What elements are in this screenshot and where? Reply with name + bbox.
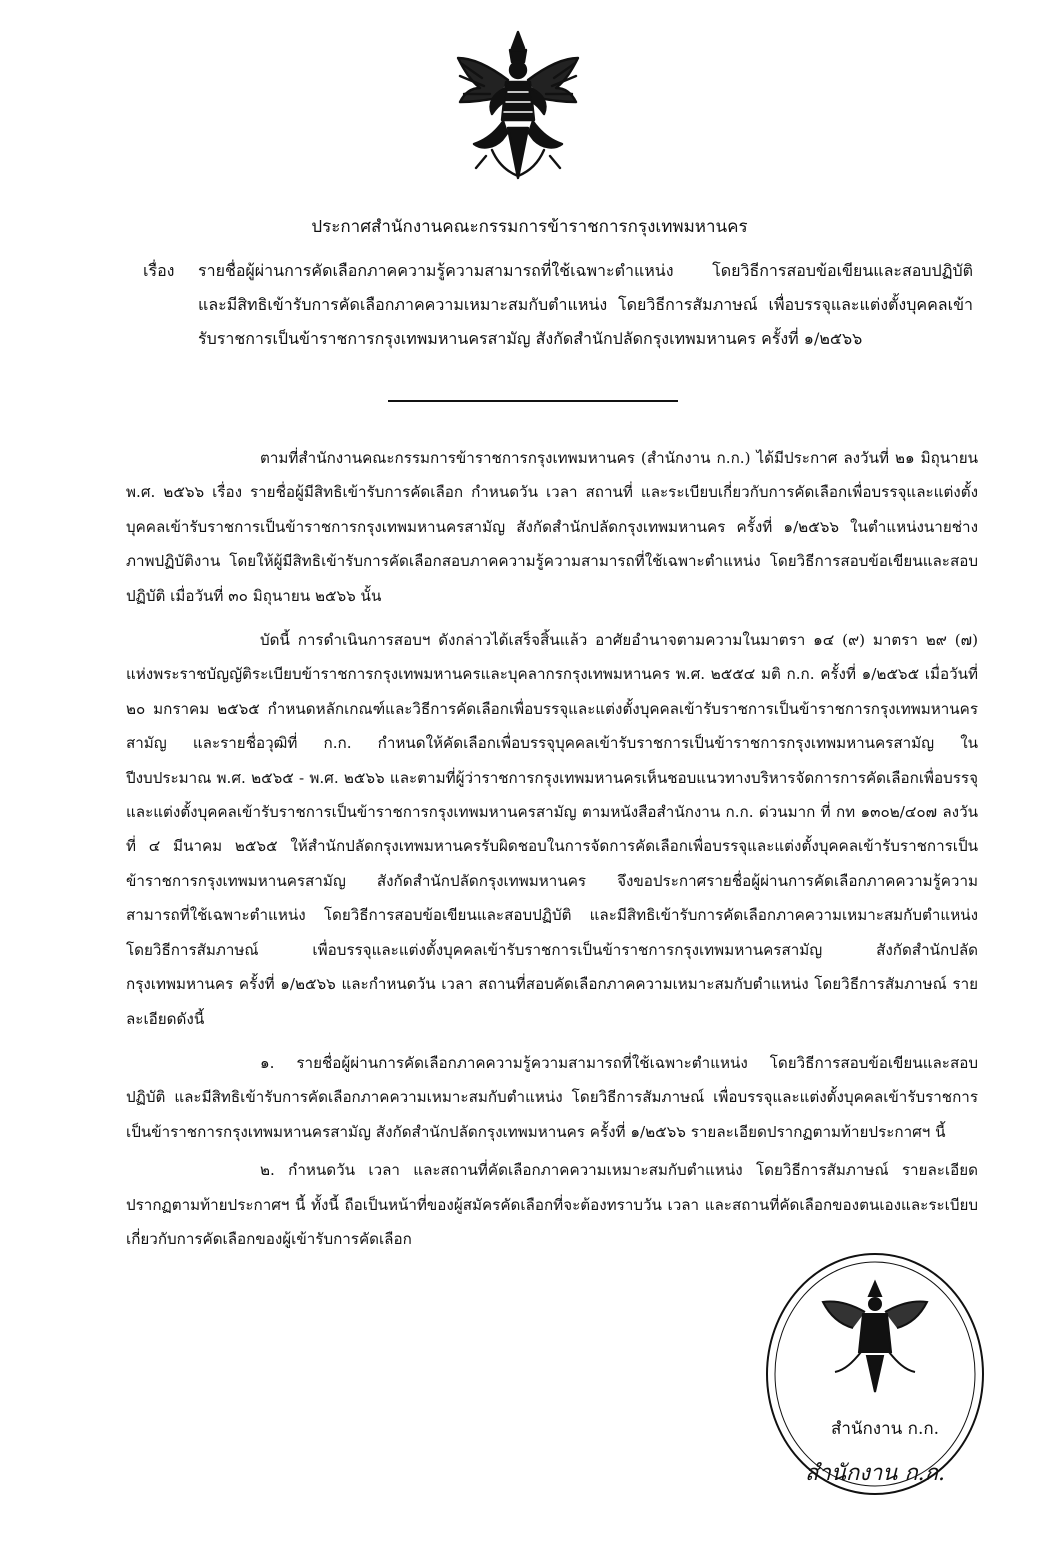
subject-label: เรื่อง bbox=[143, 261, 175, 280]
official-seal-icon bbox=[757, 1242, 989, 1502]
list-item-2: ๒. กำหนดวัน เวลา และสถานที่คัดเลือกภาคความเหมาะสมกับตำแหน่ง โดยวิธีการสัมภาษณ์ รายละเอียดปรากฏตามท้ายประกาศฯ นี้ ทั้งนี้ ถือเป็นหน้าที่ของผู้สมัครคัดเลือกที่จะต้องทราบวัน เวลา และสถานที่คัดเลือกของตนเองและระเบียบเกี่ยวกับการคัดเลือกของผู้เข้ารับการคัดเลือก bbox=[126, 1161, 978, 1248]
document-body bbox=[126, 441, 978, 1260]
heading-divider bbox=[388, 400, 678, 402]
paragraph-intro: ตามที่สำนักงานคณะกรรมการข้าราชการกรุงเทพมหานคร (สำนักงาน ก.ก.) ได้มีประกาศ ลงวันที่ ๒๑ มิถุนายน พ.ศ. ๒๕๖๖ เรื่อง รายชื่อผู้มีสิทธิเข้ารับการคัดเลือก กำหนดวัน เวลา สถานที่ และระเบียบเกี่ยวกับการคัดเลือกเพื่อบรรจุและแต่งตั้งบุคคลเข้ารับราชการเป็นข้าราชการกรุงเทพมหานครสามัญ สังกัดสำนักปลัดกรุงเทพมหานคร ครั้งที่ ๑/๒๕๖๖ ในตำแหน่งนายช่างภาพปฏิบัติงาน โดยให้ผู้มีสิทธิเข้ารับการคัดเลือกสอบภาคความรู้ความสามารถที่ใช้เฉพาะตำแหน่ง โดยวิธีการสอบข้อเขียนและสอบปฏิบัติ เมื่อวันที่ ๓๐ มิถุนายน ๒๕๖๖ นั้น bbox=[126, 449, 978, 605]
paragraph-authority: บัดนี้ การดำเนินการสอบฯ ดังกล่าวได้เสร็จสิ้นแล้ว อาศัยอำนาจตามความในมาตรา ๑๔ (๙) มาตรา ๒๙ (๗) แห่งพระราชบัญญัติระเบียบข้าราชการกรุงเทพมหานครและบุคลากรกรุงเทพมหานคร พ.ศ. ๒๕๕๔ มติ ก.ก. ครั้งที่ ๑/๒๕๖๕ เมื่อวันที่ ๒๐ มกราคม ๒๕๖๕ กำหนดหลักเกณฑ์และวิธีการคัดเลือกเพื่อบรรจุและแต่งตั้งบุคคลเข้ารับราชการเป็นข้าราชการกรุงเทพมหานครสามัญ และรายชื่อวุฒิที่ ก.ก. กำหนดให้คัดเลือกเพื่อบรรจุบุคคลเข้ารับราชการเป็นข้าราชการกรุงเทพมหานครสามัญ ในปีงบประมาณ พ.ศ. ๒๕๖๕ - พ.ศ. ๒๕๖๖ และตามที่ผู้ว่าราชการกรุงเทพมหานครเห็นชอบแนวทางบริหารจัดการการคัดเลือกเพื่อบรรจุและแต่งตั้งบุคคลเข้ารับราชการเป็นข้าราชการกรุงเทพมหานครสามัญ ตามหนังสือสำนักงาน ก.ก. ด่วนมาก ที่ กท ๑๓๐๒/๔๐๗ ลงวันที่ ๔ มีนาคม ๒๕๖๕ ให้สำนักปลัดกรุงเทพมหานครรับผิดชอบในการจัดการคัดเลือกเพื่อบรรจุและแต่งตั้งบุคคลเข้ารับราชการเป็นข้าราชการกรุงเทพมหานครสามัญ สังกัดสำนักปลัดกรุงเทพมหานคร จึงขอประกาศรายชื่อผู้ผ่านการคัดเลือกภาคความรู้ความสามารถที่ใช้เฉพาะตำแหน่ง โดยวิธีการสอบข้อเขียนและสอบปฏิบัติ และมีสิทธิเข้ารับการคัดเลือกภาคความเหมาะสมกับตำแหน่ง โดยวิธีการสัมภาษณ์ เพื่อบรรจุและแต่งตั้งบุคคลเข้ารับราชการเป็นข้าราชการกรุงเทพมหานครสามัญ สังกัดสำนักปลัดกรุงเทพมหานคร ครั้งที่ ๑/๒๕๖๖ และกำหนดวัน เวลา สถานที่สอบคัดเลือกภาคความเหมาะสมกับตำแหน่ง โดยวิธีการสัมภาษณ์ รายละเอียดดังนี้ bbox=[126, 631, 978, 1028]
garuda-emblem-icon bbox=[452, 28, 584, 183]
document-heading: ประกาศสำนักงานคณะกรรมการข้าราชการกรุงเทพมหานคร bbox=[311, 217, 748, 237]
subject-text: รายชื่อผู้ผ่านการคัดเลือกภาคความรู้ความสามารถที่ใช้เฉพาะตำแหน่ง โดยวิธีการสอบข้อเขียนและสอบปฏิบัติ และมีสิทธิเข้ารับการคัดเลือกภาคความเหมาะสมกับตำแหน่ง โดยวิธีการสัมภาษณ์ เพื่อบรรจุและแต่งตั้งบุคคลเข้ารับราชการเป็นข้าราชการกรุงเทพมหานครสามัญ สังกัดสำนักปลัดกรุงเทพมหานคร ครั้งที่ ๑/๒๕๖๖ bbox=[198, 261, 973, 348]
seal-text: สำนักงาน ก.ก. bbox=[830, 1419, 940, 1439]
list-item-1: ๑. รายชื่อผู้ผ่านการคัดเลือกภาคความรู้ความสามารถที่ใช้เฉพาะตำแหน่ง โดยวิธีการสอบข้อเขียนและสอบปฏิบัติ และมีสิทธิเข้ารับการคัดเลือกภาคความเหมาะสมกับตำแหน่ง โดยวิธีการสัมภาษณ์ เพื่อบรรจุและแต่งตั้งบุคคลเข้ารับราชการเป็นข้าราชการกรุงเทพมหานครสามัญ สังกัดสำนักปลัดกรุงเทพมหานคร ครั้งที่ ๑/๒๕๖๖ รายละเอียดปรากฏตามท้ายประกาศฯ นี้ bbox=[126, 1053, 978, 1141]
seal-bottom-text: สำนักงาน ก.ก. bbox=[805, 1461, 945, 1486]
